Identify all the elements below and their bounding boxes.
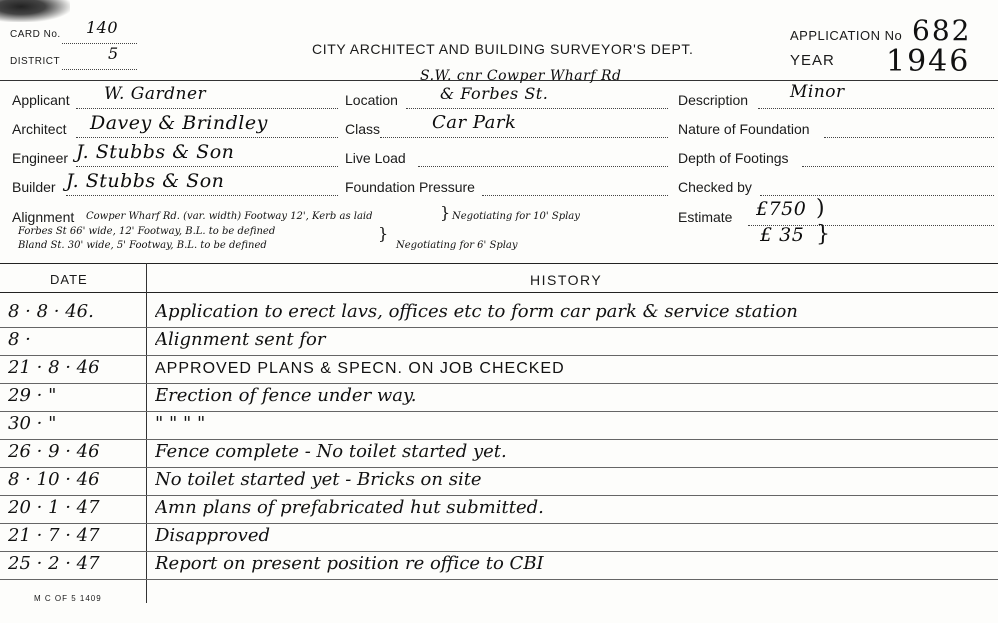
history-date: 30 · " [8,413,57,434]
year-label: YEAR [790,52,835,69]
history-entry: Report on present position re office to CBI [155,553,544,574]
history-row [0,300,998,328]
year-value: 1946 [886,44,971,79]
history-date: 29 · " [8,385,57,406]
history-table [0,300,998,600]
history-entry: Alignment sent for [155,329,326,350]
description-label: Description [678,92,749,108]
application-number: 682 [912,14,972,47]
history-column-header: HISTORY [530,272,603,288]
applicant-label: Applicant [12,92,70,108]
history-date: 21 · 7 · 47 [8,525,100,546]
history-entry: Disapproved [155,525,270,546]
history-row [0,328,998,356]
history-date: 20 · 1 · 47 [8,497,100,518]
history-date: 26 · 9 · 46 [8,441,100,462]
history-entry: Application to erect lavs, offices etc to form car park & service station [155,301,798,322]
history-row [0,524,998,552]
alignment-brace-2: } [378,224,389,243]
history-row [0,384,998,412]
checked-by-label: Checked by [678,179,752,195]
engineer-label: Engineer [12,150,69,166]
estimate-value-2: £ 35 [760,224,805,246]
history-date: 21 · 8 · 46 [8,357,100,378]
history-entry: APPROVED PLANS & SPECN. ON JOB CHECKED [155,360,565,377]
architect-value: Davey & Brindley [90,112,268,134]
live-load-label: Live Load [345,150,406,166]
alignment-label: Alignment [12,209,75,225]
history-entry: Erection of fence under way. [155,385,417,406]
form-code: M C OF 5 1409 [34,594,102,603]
ink-smudge [0,0,70,22]
foundation-pressure-label: Foundation Pressure [345,179,475,195]
estimate-label: Estimate [678,209,733,225]
history-date: 8 · [8,329,31,350]
alignment-line3: Bland St. 30' wide, 5' Footway, B.L. to be defined [18,240,267,251]
builder-value: J. Stubbs & Son [66,170,225,192]
estimate-brace-2: } [816,222,830,247]
location-value-line2: & Forbes St. [440,84,549,103]
alignment-line3-note: Negotiating for 6' Splay [396,240,518,251]
alignment-line2: Forbes St 66' wide, 12' Footway, B.L. to be defined [18,226,276,237]
history-row [0,412,998,440]
engineer-value: J. Stubbs & Son [76,141,235,163]
history-row [0,468,998,496]
alignment-line1-note: Negotiating for 10' Splay [452,211,580,222]
location-label: Location [345,92,398,108]
history-row [0,496,998,524]
applicant-value: W. Gardner [104,84,207,104]
district-value: 5 [108,44,119,63]
history-entry: No toilet started yet - Bricks on site [155,469,482,490]
location-value-line1: S.W. cnr Cowper Wharf Rd [420,68,622,84]
card-no-value: 140 [86,18,119,37]
department-title: CITY ARCHITECT AND BUILDING SURVEYOR'S DEPT. [312,41,694,57]
history-entry: " " " " [155,413,206,434]
history-entry: Amn plans of prefabricated hut submitted. [155,497,544,518]
history-date: 8 · 10 · 46 [8,469,100,490]
class-label: Class [345,121,381,137]
architect-label: Architect [12,121,67,137]
history-row-rule [0,579,998,580]
card-no-label: CARD No. [10,29,61,40]
history-row [0,356,998,384]
district-label: DISTRICT [10,56,61,67]
history-date: 25 · 2 · 47 [8,553,100,574]
builder-label: Builder [12,179,56,195]
history-row [0,552,998,580]
history-entry: Fence complete - No toilet started yet. [155,441,507,462]
nature-of-foundation-label: Nature of Foundation [678,121,810,137]
class-value: Car Park [432,112,517,133]
alignment-line1: Cowper Wharf Rd. (var. width) Footway 12', Kerb as laid [86,211,373,222]
history-row [0,440,998,468]
estimate-value-1: £750 [756,198,807,220]
history-date: 8 · 8 · 46. [8,301,94,322]
depth-of-footings-label: Depth of Footings [678,150,789,166]
description-value: Minor [790,82,845,102]
date-column-header: DATE [50,272,88,287]
application-label: APPLICATION No [790,28,903,43]
estimate-brace-1: ) [816,196,825,221]
alignment-brace-1: } [440,203,451,222]
